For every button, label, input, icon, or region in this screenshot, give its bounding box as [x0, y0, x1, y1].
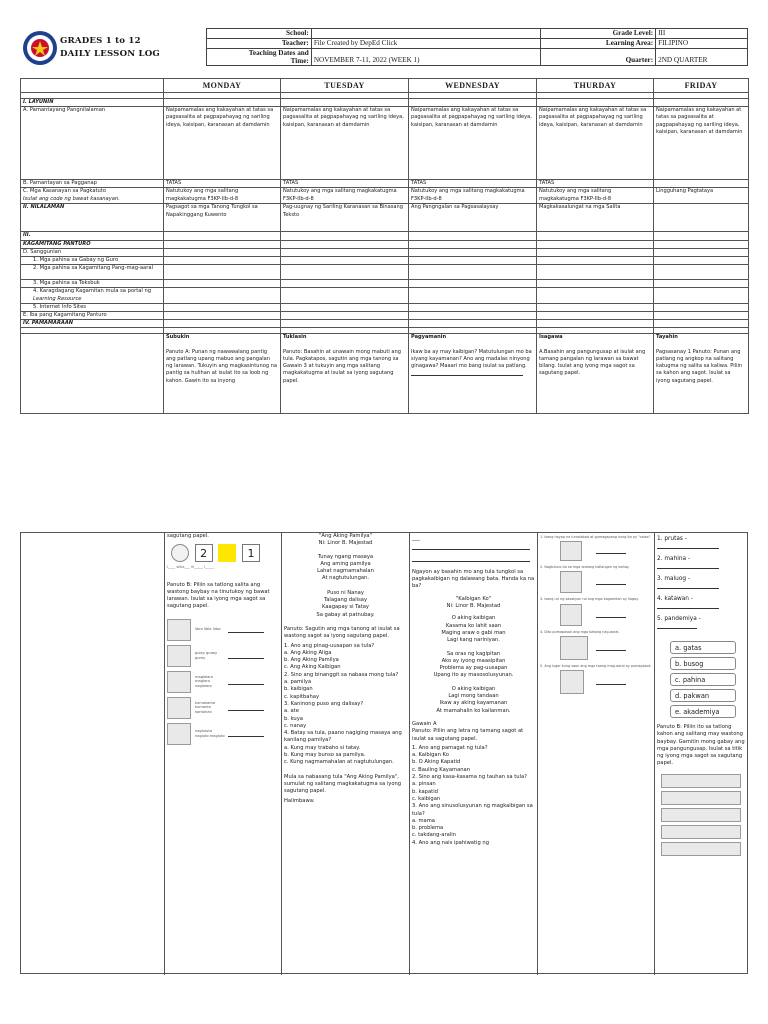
- p2-wednesday-column: [409, 533, 537, 975]
- mon-cont: sagutang papel.: [167, 533, 209, 539]
- mon-small-labels: l____ sikla___ ili_____ l_____: [167, 565, 215, 570]
- figure-row: [167, 697, 279, 719]
- choice-box: c. pahina: [670, 673, 736, 686]
- question-line: b. kuya: [284, 715, 303, 722]
- wed-stanza-3: [412, 686, 535, 715]
- girl-singing-image: [167, 697, 191, 719]
- poem-line: At nagtutulungan.: [322, 575, 369, 582]
- ref-e: E. Iba pang Kagamitang Panturo: [21, 312, 164, 320]
- nilalaman-wed: Ang Pangngalan sa Pagsasalaysay: [409, 204, 537, 232]
- figure-row: [167, 671, 279, 693]
- poem-line: O aking kaibigan: [451, 615, 496, 622]
- fri-choices: [667, 641, 747, 718]
- ref-5: 5. Internet Info Sites: [21, 303, 164, 311]
- kasanayan-label: [21, 188, 164, 204]
- ref-4-italic: Learning Resource: [33, 295, 82, 302]
- proc-wed-text: Ikaw ba ay may kaibigan? Matutulungan mo ba siyang kayamanan? Ano ang madalas ninyong ginagawa? Maaari mo bang isulat sa patlang.: [411, 348, 532, 370]
- vehicle-image: [560, 604, 582, 626]
- figure-row: [167, 723, 279, 745]
- thu-caption-4: 4. Dito pumapasok ang mga batang nag-aaral.: [540, 629, 620, 634]
- proc-thu-title: Isagawa: [539, 334, 563, 341]
- question-line: a. Kung may trabaho si tatay.: [284, 744, 361, 751]
- fri-item: 4. katawan -: [657, 596, 693, 602]
- question-line: b. Ang Aking Pamilya: [284, 657, 339, 664]
- poem-line: Upang ito ay masosolusyunan.: [433, 672, 514, 679]
- mon-image-row: [171, 544, 279, 562]
- school-label: School:: [207, 29, 312, 39]
- vegetables-image: [167, 645, 191, 667]
- worksheet-item-image: [661, 808, 741, 822]
- question-line: a. Ang Aking Aliga: [284, 649, 332, 656]
- tue-instruction: Panuto: Sagutin ang mga tanong at isulat sa wastong sagot sa iyong sagutang papel.: [284, 625, 400, 640]
- day-monday: MONDAY: [164, 79, 281, 93]
- poem-line: Talagang dalisay: [323, 597, 368, 604]
- p2-thursday-column: [537, 533, 654, 975]
- fri-item: 2. mahina -: [657, 556, 691, 562]
- dates-value: NOVEMBER 7-11, 2022 (WEEK 1): [311, 49, 541, 66]
- tatas-wed: TATAS: [409, 180, 537, 188]
- poem-line: Ako ay iyong maasipitan: [441, 657, 506, 664]
- tue-example: Halimbawa:: [284, 797, 315, 804]
- thu-caption-1: 1. Isang hayop na lumalakad at gumagapang kung ito ay "noisa".: [540, 535, 652, 539]
- kasanayan-mon: Natutukoy ang mga salitang magkakatugma F3KP-IIb-d-8: [164, 188, 281, 204]
- poem-line: Sa gabay at patnubay.: [316, 611, 375, 618]
- wed-poem-author: Ni: Linor B. Majestad: [446, 603, 501, 610]
- kasanayan-wed: Natutukoy ang mga salitang magkakatugma F3KP-IIb-d-8: [409, 188, 537, 204]
- choice-box: e. akademiya: [670, 705, 736, 718]
- yellow-box: [218, 544, 236, 562]
- poem-line: At mamahalin ko kailanman.: [436, 707, 511, 714]
- proc-fri-title: Tayahin: [656, 334, 678, 341]
- question-line: a. pinsan: [412, 781, 436, 788]
- ref-3: 3. Mga pahina sa Teksbuk: [21, 280, 164, 288]
- area-value: FILIPINO: [656, 39, 748, 49]
- choice-box: a. gatas: [670, 641, 736, 654]
- worksheet-item-image: [661, 842, 741, 856]
- lesson-grid: [20, 78, 749, 414]
- question-line: 2. Sino ang kasa-kasama ng tauhan sa tula?: [412, 774, 527, 781]
- poem-line: Lagi mong tandaan: [448, 693, 499, 700]
- section-iii: III.: [21, 232, 164, 240]
- proc-tue: [281, 334, 409, 414]
- kasanayan-thu: Natutukoy ang mga salitang magkakatugma F3KP-IIb-d-8: [537, 188, 654, 204]
- layunin-label: I. LAYUNIN: [21, 99, 164, 107]
- p2-tuesday-column: [281, 533, 409, 975]
- worksheet-item-image: [661, 774, 741, 788]
- lightbulb-icon: [171, 544, 189, 562]
- proc-wed: [409, 334, 537, 414]
- school-value: [311, 29, 541, 39]
- answer-line: [412, 556, 530, 562]
- thu-figure-row: [560, 670, 652, 694]
- question-line: c. takdang-aralin: [412, 832, 456, 839]
- answer-line: [657, 603, 719, 609]
- brand-line-2: DAILY LESSON LOG: [60, 49, 160, 59]
- poem-line: Tunay ngang masaya: [317, 553, 374, 560]
- proc-mon-title: Subukin: [166, 334, 190, 341]
- poem-line: Kasama ko lahit saan: [445, 622, 502, 629]
- student-image: [560, 670, 584, 694]
- tatas-thu: TATAS: [537, 180, 654, 188]
- proc-mon: [164, 334, 281, 414]
- dates-label-line2: Time:: [290, 57, 309, 65]
- choice-box: b. busog: [670, 657, 736, 670]
- answer-line: [596, 679, 626, 685]
- question-line: b. O Aking Kapatid: [412, 759, 461, 766]
- ref-2: 2. Mga pahina sa Kagamitang Pang-mag-aaral: [21, 265, 164, 280]
- question-line: b. problema: [412, 825, 444, 832]
- poem-line: O aking kaibigan: [451, 685, 496, 692]
- fri-items: [657, 535, 747, 638]
- pagganap-label: B. Pamantayan sa Pagganap: [21, 180, 164, 188]
- question-line: 4. Ano ang nais ipahiwatig ng: [412, 839, 489, 846]
- answer-line: [596, 612, 626, 618]
- kasanayan-title: C. Mga Kasanayan sa Pagkatuto: [23, 188, 107, 195]
- tue-stanza-2: [284, 590, 407, 619]
- poem-line: Sa oras ng kagipitan: [446, 650, 501, 657]
- answer-line: [657, 563, 719, 569]
- header: [20, 26, 748, 70]
- answer-line: [596, 579, 626, 585]
- grade-label: Grade Level:: [541, 29, 656, 39]
- answer-line: [657, 543, 719, 549]
- kagamitan-label: KAGAMITANG PANTURO: [21, 240, 164, 248]
- worksheet-item-image: [661, 791, 741, 805]
- brand-title: [60, 35, 160, 61]
- children-playing-image: [167, 671, 191, 693]
- question-line: a. Kaibigan Ko: [412, 752, 449, 759]
- day-wednesday: WEDNESDAY: [409, 79, 537, 93]
- lesson-log-page-2: [20, 532, 748, 974]
- teacher-value: File Created by DepEd Click: [311, 39, 541, 49]
- wed-gawain: Gawain A: [412, 720, 437, 727]
- proc-fri-text: Pagsasanay 1 Panuto: Punan ang patlang ng angkop na salitang katugma ng salita sa kaliwa. Piliin sa kahon ang sagot. Isulat sa iyong sagutang papel.: [656, 348, 743, 384]
- wed-questions: [412, 745, 535, 847]
- nilalaman-thu: Magkakasalungat na mga Salita: [537, 204, 654, 232]
- question-line: a. mama: [412, 817, 435, 824]
- answer-line: [228, 627, 264, 633]
- sanggunian-label: D. Sanggunian: [21, 248, 164, 256]
- answer-line: [228, 679, 264, 685]
- figure-words: libro liblo lirbo: [195, 627, 221, 632]
- wed-blank: ___: [412, 535, 420, 541]
- fri-item: 5. pandemiya -: [657, 616, 701, 622]
- ref-4-text: 4. Karagdagang Kagamitan mula sa portal ng: [33, 288, 152, 295]
- dates-label: [207, 49, 312, 66]
- proc-wed-title: Pagyamanin: [411, 334, 447, 341]
- question-line: c. Bauling Kayamanan: [412, 766, 471, 773]
- grade-value: III: [656, 29, 748, 39]
- p2-friday-column: [654, 533, 749, 975]
- mon-figures: [167, 619, 279, 745]
- day-header-row: [21, 79, 749, 93]
- thu-figure-row: [560, 541, 652, 561]
- figure-words: kumakanta kumanta kantahan: [195, 700, 216, 715]
- number-box-2: 2: [195, 544, 213, 562]
- wed-intro: Ngayon ay basahin mo ang tula tungkol sa pagkakaibigan ng dalawang bata. Handa ka na ba?: [412, 568, 535, 590]
- answer-line: [657, 583, 719, 589]
- fri-worksheet-thumbnail: [661, 774, 747, 856]
- thu-figure-row: [560, 571, 652, 593]
- wed-stanza-1: [412, 615, 535, 644]
- answer-line: [412, 544, 530, 550]
- kasanayan-tue: Natutukoy ang mga salitang magkakatugma F3KP-IIb-d-8: [281, 188, 409, 204]
- question-line: 3. Ano ang sinusolusyunan ng magkaibigan sa tula?: [412, 803, 533, 817]
- figure-words: maglalaro maglaro naglalaro: [195, 674, 213, 689]
- brand-line-1: GRADES 1 to 12: [60, 36, 141, 46]
- wed-stanza-2: [412, 651, 535, 680]
- wed-instruction: Panuto: Piliin ang letra ng tamang sagot at isulat sa sagutang papel.: [412, 728, 524, 742]
- question-line: 3. Kaninong puso ang dalisay?: [284, 700, 364, 707]
- lesson-log-page-1: [20, 26, 748, 484]
- answer-line: [596, 645, 626, 651]
- pamantayang-thu: Naipamamalas ang kakayahan at tatas sa pagsasalita at pagpapahayag ng sariling ideya, kaisipan, karanasan at damdamin: [537, 107, 654, 180]
- header-info-table: [206, 28, 748, 66]
- figure-row: [167, 645, 279, 667]
- nilalaman-mon: Pagsagot sa mga Tanong Tungkol sa Napakinggang Kuwento: [164, 204, 281, 232]
- page2-frame: [20, 532, 748, 974]
- fri-item: 1. prutas -: [657, 536, 687, 542]
- poem-line: Kaagapay si Tatay: [322, 604, 369, 611]
- day-thursday: THURDAY: [537, 79, 654, 93]
- thu-caption-2: 2. Nagtuturo ito sa mga aralang kailangan ng bahay.: [540, 565, 630, 570]
- worksheet-item-image: [661, 825, 741, 839]
- proc-fri: [654, 334, 749, 414]
- pamamaraan-label: IV. PAMAMARAAN: [21, 320, 164, 328]
- pamantayang-tue: Naipamamalas ang kakayahan at tatas sa pagsasalita at pagpapahayag ng sariling ideya, kaisipan, karanasan at damdamin: [281, 107, 409, 180]
- kasanayan-fri: Lingguhang Pagtataya: [654, 188, 749, 204]
- question-line: c. Ang Aking Kaibigan: [284, 664, 341, 671]
- quarter-label: Quarter:: [541, 49, 656, 66]
- kasanayan-subtitle: Isulat ang code ng bawat kasanayan.: [23, 195, 120, 202]
- answer-line: [596, 548, 626, 554]
- question-line: b. Kung may bunso sa pamilya.: [284, 752, 366, 759]
- poem-line: Ang aming pamilya: [320, 560, 371, 567]
- nilalaman-tue: Pag-uugnay ng Sariling Karanasan sa Binasang Teksto: [281, 204, 409, 232]
- proc-thu-text: A.Basahin ang pangungusap at isulat ang tamang pangalan ng larawan sa bawat bilang. Isulat ang iyong mga sagot sa sagutang papel.: [539, 348, 646, 377]
- fri-panuto-b: Panuto B: Piliin ito sa tatlong kahon ang salitang may wastong baybay. Gamitin mong gabay ang mga pangungusap. Isulat sa titik ng iyong mga sagot sa sagutang papel.: [657, 724, 745, 767]
- answer-line: [228, 653, 264, 659]
- answer-line: [411, 370, 523, 376]
- question-line: a. ate: [284, 708, 299, 715]
- poem-line: Maging araw o gabi man: [441, 629, 506, 636]
- proc-thu: [537, 334, 654, 414]
- day-tuesday: TUESDAY: [281, 79, 409, 93]
- poem-line: Lagi kang nariniyan.: [447, 637, 500, 644]
- figure-words: nagluluto nagluto magluto: [195, 729, 225, 738]
- proc-tue-text: Panuto: Basahin at unawain mong mabuti ang tula. Pagkatapos, sagutin ang mga tanong sa Gawain 3 at tukuyin ang mga salitang magkakatugma at isulat sa iyong sagutang papel.: [283, 348, 401, 384]
- ref-1: 1. Mga pahina sa Gabay ng Guro: [21, 257, 164, 265]
- question-line: b. kaibigan: [284, 686, 313, 693]
- number-box-1: 1: [242, 544, 260, 562]
- nilalaman-label: II. NILALAMAN: [21, 204, 164, 232]
- tatas-mon: TATAS: [164, 180, 281, 188]
- question-line: 4. Batay sa tula, paano nagiging masaya ang kanilang pamilya?: [284, 730, 402, 744]
- poem-line: Puso ni Nanay: [327, 589, 364, 596]
- student-reading-image: [167, 619, 191, 641]
- question-line: b. kapatid: [412, 788, 438, 795]
- figure-row: [167, 619, 279, 641]
- blank-corner: [21, 79, 164, 93]
- question-line: c. nanay: [284, 722, 307, 729]
- tue-poem-title: "Ang Aking Pamilya": [318, 533, 373, 539]
- question-line: c. kaibigan: [412, 795, 441, 802]
- answer-line: [228, 705, 264, 711]
- cooking-image: [167, 723, 191, 745]
- tue-stanza-1: [284, 554, 407, 583]
- tue-poem-author: Ni: Linor B. Majestad: [318, 540, 373, 547]
- teacher-label: Teacher:: [207, 39, 312, 49]
- day-friday: FRIDAY: [654, 79, 749, 93]
- thu-figure-row: [560, 636, 652, 660]
- question-line: 1. Ano ang pinag-uusapan sa tula?: [284, 642, 375, 649]
- choice-box: d. pakwan: [670, 689, 736, 702]
- tatas-tue: TATAS: [281, 180, 409, 188]
- tue-questions: [284, 643, 407, 767]
- question-line: 1. Ano ang pamagat ng tula?: [412, 744, 488, 751]
- figure-words: gulay guaey gurey: [195, 651, 218, 660]
- question-line: 2. Sino ang binanggit sa nabasa mong tula?: [284, 671, 399, 678]
- poem-line: Ikaw ay aking kayamanan: [439, 700, 508, 707]
- question-line: c. Kung nagmamahalan at nagtutulungan.: [284, 759, 394, 766]
- area-label: Learning Area:: [541, 39, 656, 49]
- quarter-value: 2ND QUARTER: [656, 49, 748, 66]
- answer-line: [657, 623, 697, 629]
- proc-tue-title: Tuklasin: [283, 334, 307, 341]
- fri-item: 3. maluog -: [657, 576, 691, 582]
- school-building-image: [560, 636, 588, 660]
- wed-poem-title: "Kaibigan Ko": [455, 595, 492, 602]
- question-line: a. pamilya: [284, 679, 312, 686]
- thu-caption-3: 3. Isang uri ng sasakyan na ang mga kagamitan ay ilagay.: [540, 597, 639, 602]
- answer-line: [228, 731, 264, 737]
- question-line: c. kapitbahay: [284, 693, 320, 700]
- pamantayang-mon: Naipamamalas ang kakayahan at tatas sa pagsasalita at pagpapahayag ng sariling ideya, kaisipan, karanasan at damdamin: [164, 107, 281, 180]
- poem-line: Lahat nagmamahalan: [317, 568, 374, 575]
- thu-figure-row: [560, 604, 652, 626]
- pamantayang-fri: Naipamamalas ang kakayahan at tatas sa pagsasalita at pagpapahayag ng sariling ideya, kaisipan, karanasan at damdamin: [654, 107, 749, 180]
- tue-closing: Mula sa nabasang tula "Ang Aking Pamilya", sumulat ng salitang magkakatugma sa iyong sagutang papel.: [284, 773, 402, 795]
- pamantayang-label: A. Pamantayang Pangnilalaman: [21, 107, 164, 180]
- pamantayang-wed: Naipamamalas ang kakayahan at tatas sa pagsasalita at pagpapahayag ng sariling ideya, kaisipan, karanasan at damdamin: [409, 107, 537, 180]
- thu-caption-5: 5. Ang lugar kung saan ang mga taong mag-aaral ay pumapasok.: [540, 663, 652, 668]
- page-gap: [0, 484, 768, 532]
- p2-monday-column: [164, 533, 281, 975]
- mon-panuto-b: Panuto B: Piliin sa tatlong salita ang wastong baybay na tinutukoy ng bawat larawan. Isulat sa iyong mga sagot sa sagutang papel.: [167, 581, 270, 610]
- dates-label-line1: Teaching Dates and: [248, 49, 309, 57]
- ref-4: [21, 288, 164, 303]
- proc-mon-text: Panuto A: Punan ng nawawalang pantig ang patlang upang mabuo ang pangalan ng larawan. Tukuyin ang magkasintunog na pantig sa hulihan at isulat ito sa loob ng kahon. Gawin ito sa inyong: [166, 348, 278, 384]
- animal-image: [560, 541, 582, 561]
- poem-line: Problema ay pag-uusapan: [439, 665, 508, 672]
- deped-seal-icon: [22, 30, 58, 66]
- teacher-image: [560, 571, 582, 593]
